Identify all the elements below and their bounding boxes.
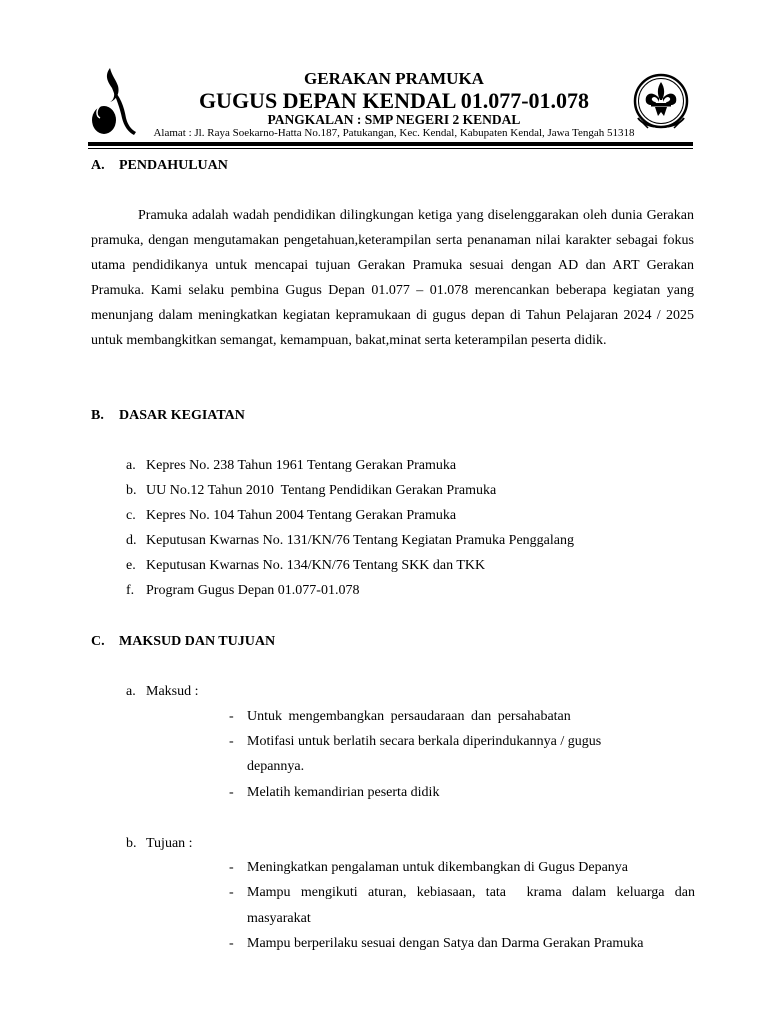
- dash-marker: -: [229, 785, 234, 800]
- section-title: MAKSUD DAN TUJUAN: [119, 634, 276, 649]
- list-text: Kepres No. 104 Tahun 2004 Tentang Gerakan Pramuka: [146, 508, 457, 523]
- item-text: Motifasi untuk berlatih secara berkala diperindukannya / gugus: [247, 734, 602, 749]
- list-marker: b.: [126, 483, 137, 498]
- item-text: depannya.: [247, 759, 305, 774]
- section-heading-c: [91, 634, 275, 650]
- unit-name: GUGUS DEPAN KENDAL 01.077-01.078: [198, 88, 590, 113]
- address: Alamat : Jl. Raya Soekarno-Hatta No.187, Patukangan, Kec. Kendal, Kabupaten Kendal, Jawa Tengah 51318: [153, 127, 635, 139]
- header-rule-thin: [88, 148, 693, 149]
- list-text: Keputusan Kwarnas No. 131/KN/76 Tentang Kegiatan Pramuka Penggalang: [146, 533, 574, 548]
- section-number: C.: [91, 634, 105, 649]
- list-marker: b.: [126, 836, 137, 851]
- base-name: PANGKALAN : SMP NEGERI 2 KENDAL: [267, 112, 521, 127]
- list-text: Maksud :: [146, 684, 199, 699]
- list-text: UU No.12 Tahun 2010 Tentang Pendidikan Gerakan Pramuka: [146, 483, 497, 498]
- list-text: Kepres No. 238 Tahun 1961 Tentang Gerakan Pramuka: [146, 458, 457, 473]
- section-number: B.: [91, 408, 104, 423]
- item-text: Meningkatkan pengalaman untuk dikembangkan di Gugus Depanya: [247, 860, 629, 875]
- section-number: A.: [91, 158, 105, 173]
- org-name: GERAKAN PRAMUKA: [304, 69, 484, 88]
- section-title: PENDAHULUAN: [119, 158, 228, 173]
- dash-marker: -: [229, 734, 234, 749]
- item-text: Mampu berperilaku sesuai dengan Satya dan Darma Gerakan Pramuka: [247, 936, 644, 951]
- list-text: Keputusan Kwarnas No. 134/KN/76 Tentang SKK dan TKK: [146, 558, 486, 573]
- list-marker: a.: [126, 458, 136, 473]
- section-title: DASAR KEGIATAN: [119, 408, 245, 423]
- list-marker: c.: [126, 508, 136, 523]
- item-text: masyarakat: [247, 911, 311, 926]
- list-marker: f.: [126, 583, 135, 598]
- list-marker: a.: [126, 684, 136, 699]
- dash-marker: -: [229, 709, 234, 724]
- list-text: Program Gugus Depan 01.077-01.078: [146, 583, 360, 598]
- section-heading-a: [91, 158, 228, 174]
- list-marker: e.: [126, 558, 136, 573]
- section-heading-b: [91, 408, 245, 424]
- intro-paragraph: Pramuka adalah wadah pendidikan dilingkungan ketiga yang diselenggarakan oleh dunia Gerakan pramuka, dengan mengutamakan pengetahuan,keterampilan serta penanaman nilai karakter sebagai fokus utama pendidikanya untuk mencapai tujuan Gerakan Pramuka sesuai dengan AD dan ART Gerakan Pramuka. Kami selaku pembina Gugus Depan 01.077 – 01.078 merencankan beberapa kegiatan yang menunjang dalam meningkatkan kegiatan kepramukaan di gugus depan di Tahun Pelajaran 2024 / 2025 untuk membangkitkan semangat, kemampuan, bakat,minat serta keterampilan peserta didik.: [91, 208, 694, 348]
- header-rule-thick: [88, 142, 693, 146]
- list-text: Tujuan :: [146, 836, 193, 851]
- list-marker: d.: [126, 533, 137, 548]
- item-text: Untuk mengembangkan persaudaraan dan persahabatan: [247, 709, 571, 724]
- dash-marker: -: [229, 860, 234, 875]
- item-text: Mampu mengikuti aturan, kebiasaan, tata krama dalam keluarga dan: [247, 885, 695, 900]
- dash-marker: -: [229, 885, 234, 900]
- dash-marker: -: [229, 936, 234, 951]
- item-text: Melatih kemandirian peserta didik: [247, 785, 440, 800]
